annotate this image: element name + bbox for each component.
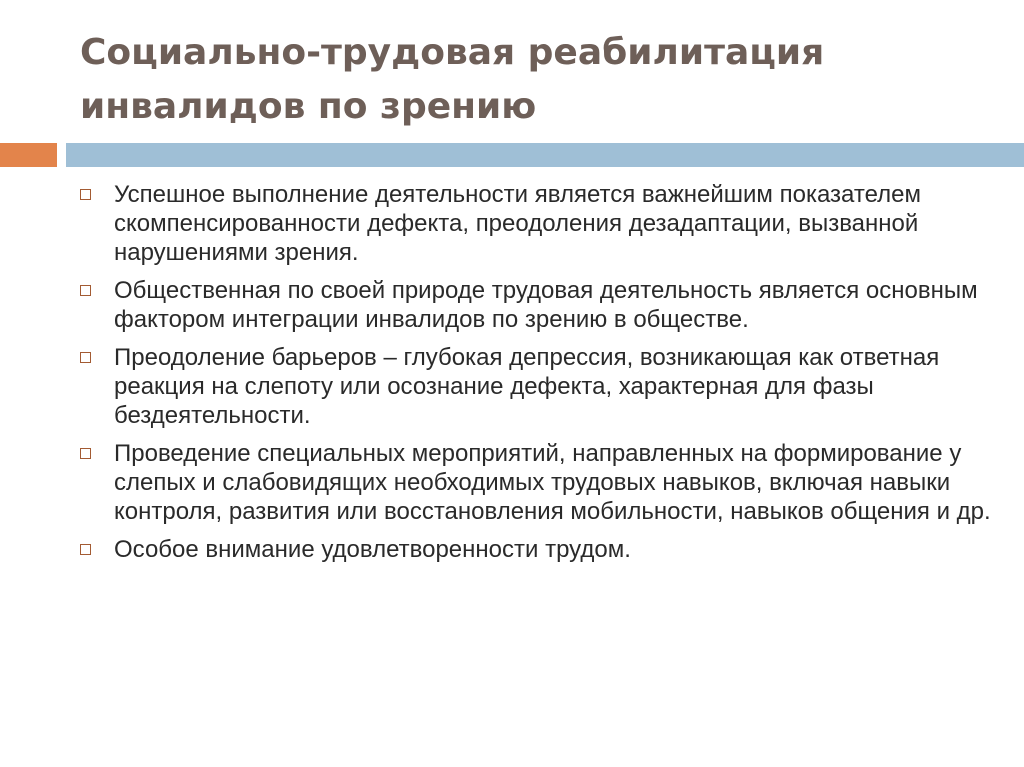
bullet-item-3 [80, 343, 1000, 430]
bullet-text-1: Успешное выполнение деятельности является важнейшим показателем скомпенсированности дефекта, преодоления дезадаптации, вызванной нарушениями зрения. [114, 181, 921, 266]
hollow-square-icon [80, 448, 91, 459]
bullet-text-3: Преодоление барьеров – глубокая депрессия, возникающая как ответная реакция на слепоту или осознание дефекта, характерная для фазы бездеятельности. [114, 344, 940, 429]
slide-title [80, 26, 980, 134]
hollow-square-icon [80, 189, 91, 200]
bullet-item-4 [80, 439, 1000, 526]
bullet-text-4: Проведение специальных мероприятий, направленных на формирование у слепых и слабовидящих необходимых трудовых навыков, включая навыки контроля, развития или восстановления мобильности, навыков общения и др. [114, 440, 991, 525]
bullet-item-2 [80, 276, 1000, 334]
bullet-item-5 [80, 535, 1000, 564]
bullet-list [80, 180, 1000, 573]
hollow-square-icon [80, 285, 91, 296]
title-accent-bar-blue [66, 143, 1024, 167]
bullet-text-2: Общественная по своей природе трудовая деятельность является основным фактором интеграции инвалидов по зрению в обществе. [114, 277, 978, 333]
hollow-square-icon [80, 352, 91, 363]
bullet-item-1 [80, 180, 1000, 267]
title-accent-bar-orange [0, 143, 57, 167]
slide-title-line-1: Социально-трудовая реабилитация [80, 32, 825, 73]
hollow-square-icon [80, 544, 91, 555]
slide-title-line-2: инвалидов по зрению [80, 86, 537, 127]
bullet-text-5: Особое внимание удовлетворенности трудом. [114, 536, 631, 563]
